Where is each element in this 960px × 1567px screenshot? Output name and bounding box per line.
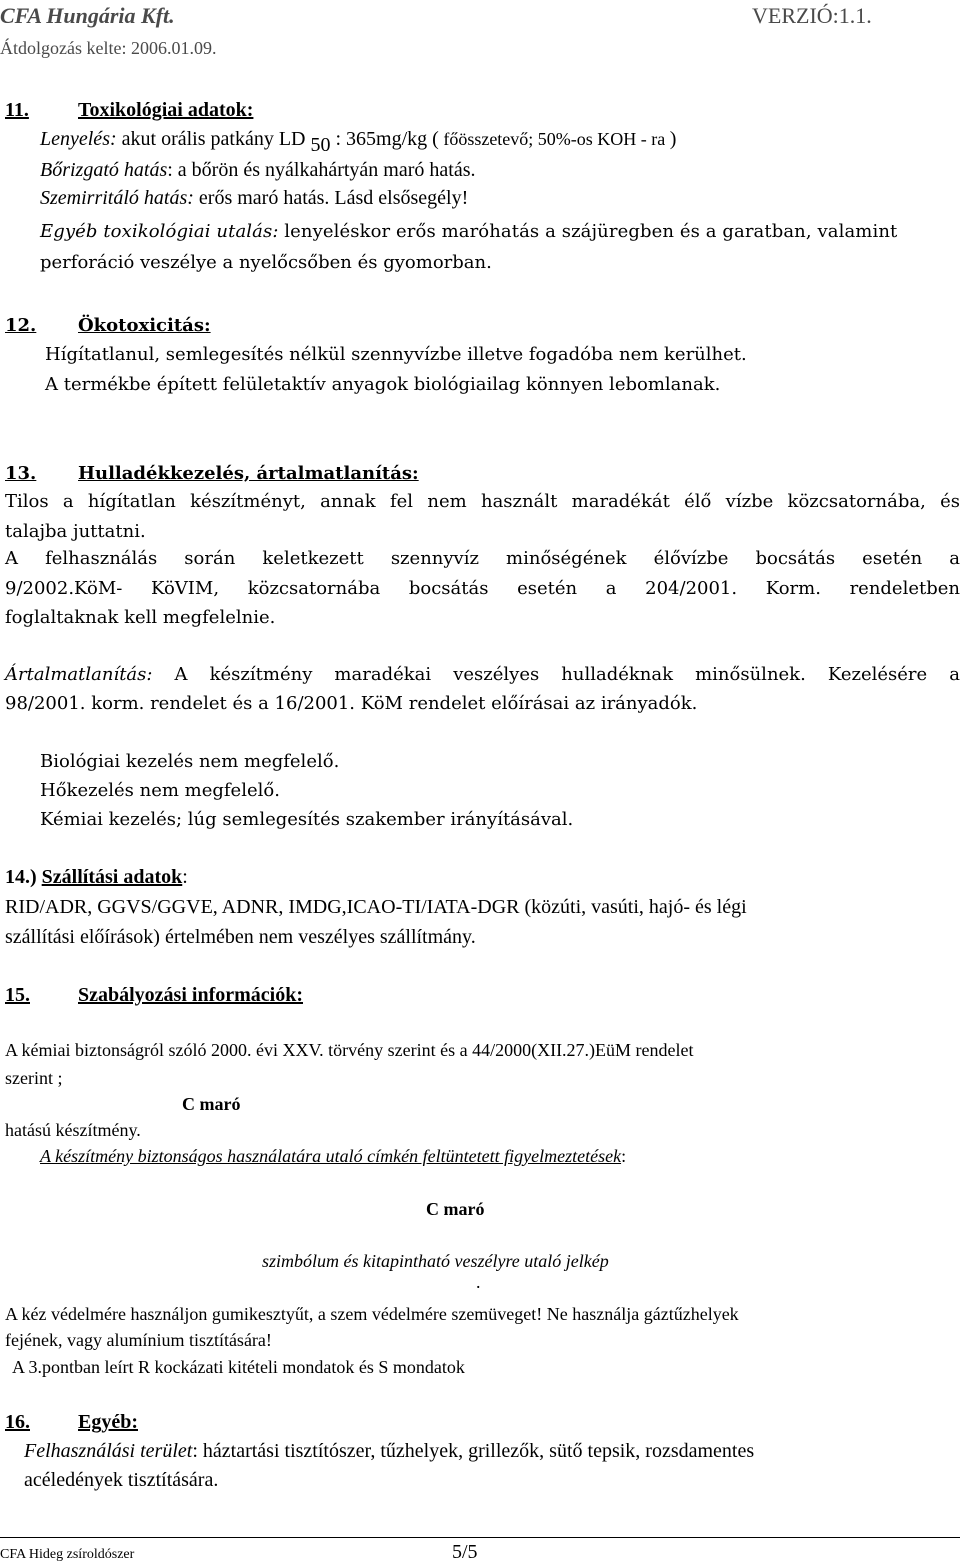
ingestion-label: Lenyelés: <box>40 128 117 150</box>
footer-rule <box>0 1537 960 1538</box>
section-12-title: Ökotoxicitás: <box>78 315 211 336</box>
section-14-colon: : <box>182 866 188 888</box>
section-16-title: Egyéb: <box>78 1411 138 1433</box>
disposal-text: A készítmény maradékai veszélyes hulladéknak minősülnek. Kezelésére a <box>152 664 960 685</box>
section-14-title: Szállítási adatok <box>41 866 183 888</box>
section-16-number: 16. <box>5 1411 30 1433</box>
hazard-effect: hatású készítmény. <box>5 1120 141 1140</box>
chem-treatment: Kémiai kezelés; lúg semlegesítés szakember irányításával. <box>40 809 574 830</box>
use-area-line-2: acéledények tisztítására. <box>24 1469 219 1491</box>
use-area-line-1 <box>24 1440 754 1463</box>
section-13-number: 13. <box>5 463 37 484</box>
other-tox-text: lenyeléskor erős maróhatás a szájüregben és a garatban, valamint <box>278 221 898 242</box>
waste-p2-line-2: 9/2002.KöM- KöVIM, közcsatornába bocsátás esetén a 204/2001. Korm. rendeletben <box>5 578 960 599</box>
ingestion-text-b: : 365mg/kg ( <box>330 128 439 150</box>
section-11-number: 11. <box>5 99 29 121</box>
skin-label: Bőrizgató hatás <box>40 159 168 181</box>
waste-p1-line-1: Tilos a hígítatlan készítményt, annak fel nem használt maradékát élő vízbe közcsatornába, és <box>5 491 960 512</box>
label-warning-text: A készítmény biztonságos használatára utaló címkén feltüntetett figyelmeztetések <box>40 1146 622 1166</box>
hazard-class: C maró <box>182 1094 241 1114</box>
skin-irritation-line <box>40 159 475 182</box>
eye-text: erős maró hatás. Lásd elsősegély! <box>193 187 469 209</box>
company-name: CFA Hungária Kft. <box>0 3 175 28</box>
ingestion-line <box>40 128 677 156</box>
footer-page-number: 5/5 <box>452 1541 478 1563</box>
disposal-line-2: 98/2001. korm. rendelet és a 16/2001. KöM rendelet előírásai az irányadók. <box>5 693 698 714</box>
section-14-number: 14.) <box>5 866 37 888</box>
disposal-label: Ártalmatlanítás: <box>5 664 153 685</box>
other-tox-line <box>40 221 897 242</box>
heat-treatment: Hőkezelés nem megfelelő. <box>40 780 280 801</box>
protection-line-2: fejének, vagy alumínium tisztítására! <box>5 1330 272 1350</box>
label-warning-heading <box>40 1146 626 1167</box>
eye-irritation-line <box>40 187 468 210</box>
version-label: VERZIÓ:1.1. <box>752 3 872 28</box>
revision-date: Átdolgozás kelte: 2006.01.09. <box>0 38 217 58</box>
waste-p2-line-1: A felhasználás során keletkezett szennyvíz minőségének élővízbe bocsátás esetén a <box>5 548 960 569</box>
transport-line-2: szállítási előírások) értelmében nem veszélyes szállítmány. <box>5 926 476 948</box>
transport-line-1: RID/ADR, GGVS/GGVE, ADNR, IMDG,ICAO-TI/IATA-DGR (közúti, vasúti, hajó- és légi <box>5 896 747 918</box>
disposal-line-1 <box>5 664 960 685</box>
waste-p1-line-2: talajba juttatni. <box>5 521 146 542</box>
bio-treatment: Biológiai kezelés nem megfelelő. <box>40 751 340 772</box>
ingestion-text-c: ) <box>669 128 677 150</box>
waste-p2-line-3: foglaltaknak kell megfelelnie. <box>5 607 276 628</box>
ld-subscript: 50 <box>310 134 331 156</box>
use-area-text: : háztartási tisztítószer, tűzhelyek, grillezők, sütő tepsik, rozsdamentes <box>192 1440 755 1462</box>
section-15-number: 15. <box>5 984 30 1006</box>
eco-line-1: Hígítatlanul, semlegesítés nélkül szennyvízbe illetve fogadóba nem kerülhet. <box>45 344 747 365</box>
label-warning-colon: : <box>621 1146 627 1166</box>
use-area-label: Felhasználási terület <box>24 1440 193 1462</box>
protection-line-1: A kéz védelmére használjon gumikesztyűt, a szem védelmére szemüveget! Ne használja gáztűzhelyek <box>5 1304 739 1324</box>
section-11-title: Toxikológiai adatok: <box>78 99 254 121</box>
regulation-line-2: szerint ; <box>5 1068 63 1088</box>
eco-line-2: A termékbe épített felületaktív anyagok biológiailag könnyen lebomlanak. <box>45 374 721 395</box>
section-13-title: Hulladékkezelés, ártalmatlanítás: <box>78 463 419 484</box>
other-tox-line-2: perforáció veszélye a nyelőcsőben és gyomorban. <box>40 252 492 273</box>
r-s-phrases: A 3.pontban leírt R kockázati kitételi mondatok és S mondatok <box>12 1357 465 1377</box>
symbol-dot: . <box>476 1272 481 1292</box>
hazard-class-2: C maró <box>426 1199 485 1219</box>
regulation-line-1: A kémiai biztonságról szóló 2000. évi XXV. törvény szerint és a 44/2000(XII.27.)EüM rendelet <box>5 1040 694 1060</box>
section-15-title: Szabályozási információk: <box>78 984 303 1006</box>
ingestion-note: főösszetevő; 50%-os KOH - ra <box>438 129 670 149</box>
section-12-number: 12. <box>5 315 37 336</box>
eye-label: Szemirritáló hatás: <box>40 187 194 209</box>
ingestion-text-a: akut orális patkány LD <box>116 128 306 150</box>
other-tox-label: Egyéb toxikológiai utalás: <box>40 221 279 242</box>
footer-product: CFA Hideg zsíroldószer <box>0 1547 135 1562</box>
hazard-symbol-note: szimbólum és kitapintható veszélyre utaló jelkép <box>262 1251 609 1271</box>
section-14-heading <box>5 866 188 889</box>
skin-text: : a bőrön és nyálkahártyán maró hatás. <box>167 159 476 181</box>
